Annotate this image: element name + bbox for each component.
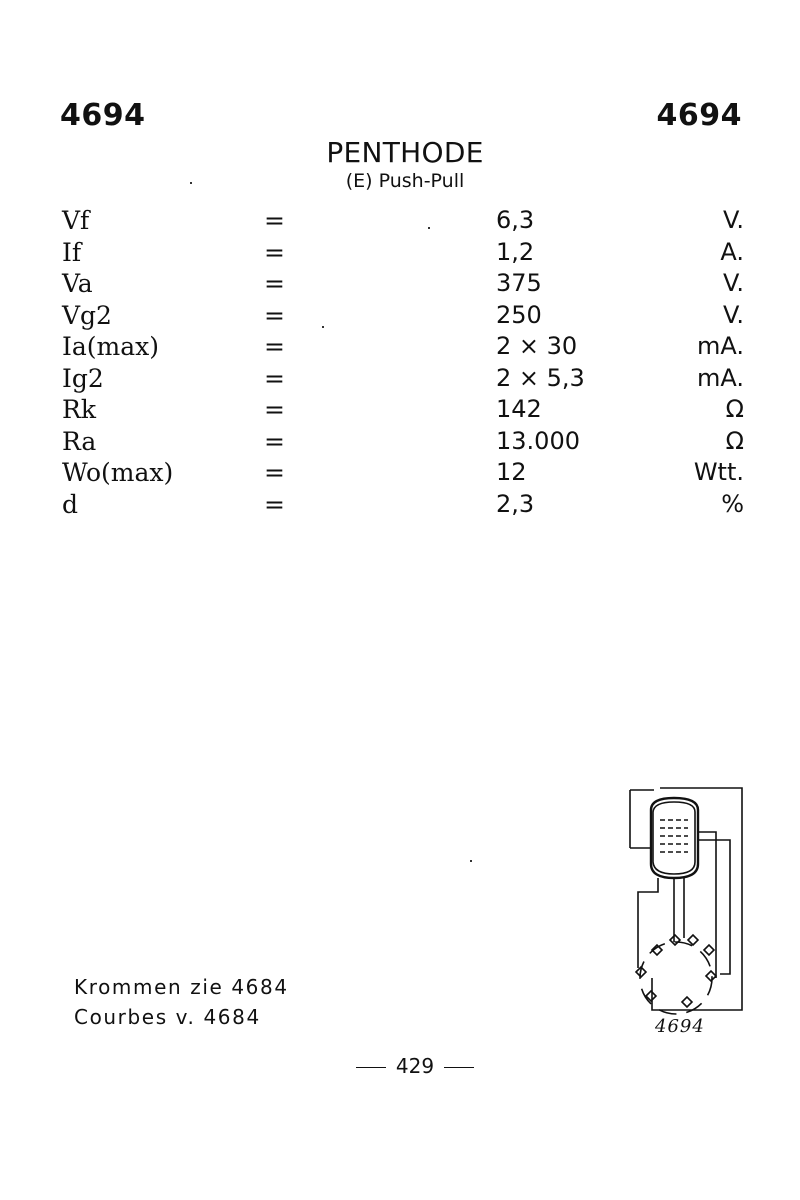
spec-symbol: If [62,237,82,267]
page-number-text: 429 [395,1054,435,1078]
spec-equals: = [264,426,285,456]
spec-unit: % [721,489,744,518]
print-speck [470,860,472,862]
spec-unit: V. [723,300,744,329]
spec-equals: = [264,458,285,487]
spec-symbol: Vf [62,206,90,235]
spec-symbol: Vg2 [62,300,112,330]
print-speck [322,326,324,328]
spec-unit: Ω [725,395,744,423]
spec-symbol: Rk [62,395,96,424]
curves-reference-dutch: Krommen zie 4684 [74,975,289,999]
spec-equals: = [264,206,285,235]
spec-table [62,205,752,520]
spec-value: 375 [496,269,542,297]
spec-symbol: Ra [62,426,97,456]
spec-value: 2 × 30 [496,332,578,360]
spec-symbol: d [62,489,79,519]
spec-symbol: Va [62,269,93,298]
spec-row [62,205,752,237]
spec-row [62,426,752,458]
spec-equals: = [264,489,285,519]
tube-number-left: 4694 [60,98,146,133]
spec-unit: V. [723,206,744,234]
page-subtitle: (E) Push-Pull [345,170,465,192]
spec-unit: A. [720,237,744,266]
spec-value: 13.000 [496,426,580,455]
print-speck [428,227,430,229]
page-number [0,1054,800,1078]
spec-row [62,237,752,269]
spec-row [62,331,752,363]
spec-value: 1,2 [496,237,535,266]
spec-equals: = [264,395,285,424]
spec-equals: = [264,363,285,393]
spec-row [62,457,752,489]
spec-symbol: Ia(max) [62,332,159,361]
spec-value: 142 [496,395,542,423]
spec-row [62,363,752,395]
curves-reference-french: Courbes v. 4684 [74,1005,261,1029]
curves-reference [74,972,289,1032]
spec-equals: = [264,332,285,361]
spec-equals: = [264,269,285,298]
spec-unit: V. [723,269,744,297]
spec-unit: mA. [696,363,744,392]
spec-unit: Ω [725,426,744,455]
spec-row [62,300,752,332]
spec-symbol: Wo(max) [62,458,174,487]
spec-value: 250 [496,300,542,329]
spec-row [62,489,752,521]
spec-unit: Wtt. [693,458,744,486]
page-title: PENTHODE [326,136,484,169]
spec-equals: = [264,300,285,330]
spec-row [62,394,752,426]
spec-value: 6,3 [496,206,535,234]
tube-base-diagram-icon [624,782,748,1022]
spec-equals: = [264,237,285,267]
spec-unit: mA. [696,332,744,360]
dash-left [356,1067,386,1069]
dash-right [444,1067,474,1069]
spec-value: 12 [496,458,527,486]
diagram-label: 4694 [655,1016,705,1037]
tube-number-right: 4694 [656,98,742,133]
spec-value: 2 × 5,3 [496,363,585,392]
spec-row [62,268,752,300]
print-speck [190,182,192,184]
spec-symbol: Ig2 [62,363,104,393]
spec-value: 2,3 [496,489,535,518]
